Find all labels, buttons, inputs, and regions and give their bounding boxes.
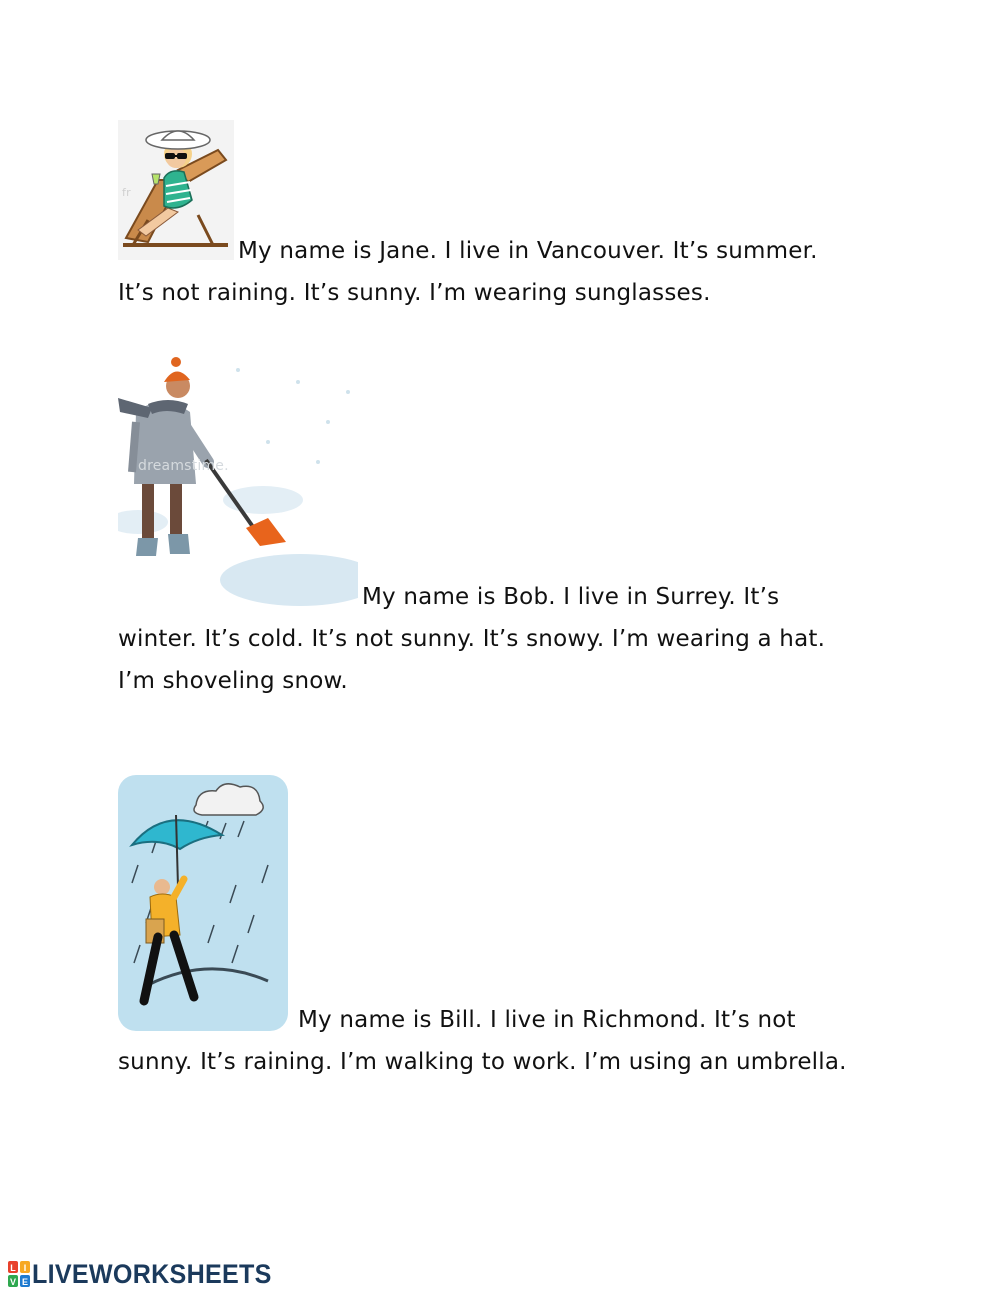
passage-line: It’s not raining. It’s sunny. I’m wearing sunglasses. [118,280,711,306]
liveworksheets-logo-icon [8,1261,30,1287]
passage-line: I’m shoveling snow. [118,668,348,694]
passage-line: My name is Jane. I live in Vancouver. It’s summer. [238,238,818,264]
man-with-umbrella-in-rain-icon [118,775,288,1031]
passage-line: winter. It’s cold. It’s not sunny. It’s snowy. I’m wearing a hat. [118,626,826,652]
svg-text:L: L [10,1263,16,1273]
passage-bill [118,775,898,1085]
man-shoveling-snow-icon [118,352,358,608]
woman-sunbathing-icon [118,120,234,260]
svg-text:V: V [9,1277,17,1287]
liveworksheets-logo [8,1258,290,1290]
passage-jane [118,120,898,310]
svg-text:dreamstime.: dreamstime. [138,458,229,474]
svg-text:fr: fr [122,186,131,199]
passage-line: sunny. It’s raining. I’m walking to work. I’m using an umbrella. [118,1049,847,1075]
svg-text:E: E [21,1277,29,1287]
passage-line: My name is Bob. I live in Surrey. It’s [362,584,780,610]
passage-line: My name is Bill. I live in Richmond. It’s not [298,1007,796,1033]
passage-bob [118,352,898,702]
svg-text:I: I [23,1263,27,1273]
logo-text: LIVEWORKSHEETS [32,1258,272,1289]
